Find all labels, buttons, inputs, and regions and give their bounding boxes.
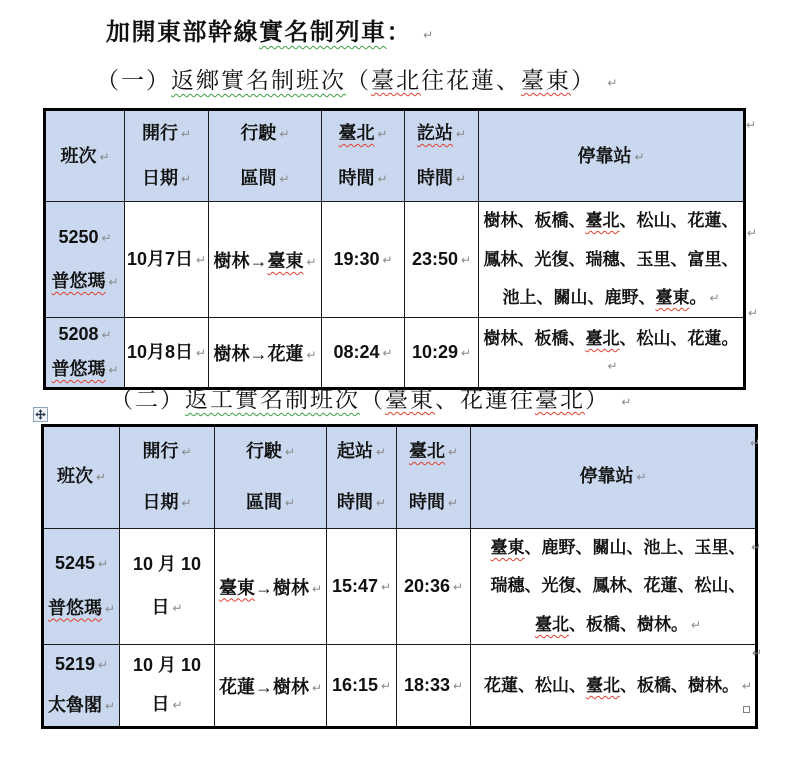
header-cell-stops — [471, 426, 757, 529]
stops-text: 臺東、鹿野、關山、池上、玉里、 — [490, 538, 746, 557]
date-text: 10 月 10 — [132, 654, 202, 675]
header-text: 臺北 ↵ — [397, 427, 470, 478]
end-of-row-mark — [747, 224, 757, 242]
table-row-train-5245 — [43, 529, 757, 645]
header-text: 區間 ↵ — [215, 478, 326, 529]
cell-departure-time — [322, 202, 405, 318]
train-type: 普悠瑪 ↵ — [44, 587, 119, 631]
header-cell-train-no — [45, 110, 125, 202]
cell-stops — [471, 645, 757, 728]
table-row-train-5250 — [45, 202, 745, 318]
header-text: 時間 ↵ — [405, 156, 478, 201]
header-text: 時間 ↵ — [397, 478, 470, 529]
table-move-handle-icon[interactable] — [33, 407, 48, 422]
title-text: 加開東部幹線 — [106, 19, 259, 46]
header-text: 班次 ↵ — [46, 134, 124, 179]
table-row-train-5208 — [45, 318, 745, 389]
section-2-heading — [110, 381, 631, 414]
cell-route — [215, 645, 327, 728]
cell-date — [120, 529, 215, 645]
header-text: 行駛 ↵ — [209, 111, 321, 156]
cell-arrival-time — [405, 318, 479, 389]
cell-departure-time — [327, 529, 397, 645]
stops-text: 樹林、板橋、臺北、松山、花蓮。 ↵ — [479, 325, 743, 380]
heading-text-red: 臺東 — [385, 386, 435, 412]
header-text: 時間 ↵ — [327, 478, 396, 529]
route-text: 樹林→花蓮 ↵ — [209, 340, 321, 366]
header-text: 開行 ↵ — [125, 111, 208, 156]
cell-route — [215, 529, 327, 645]
header-cell-taipei-time — [322, 110, 405, 202]
return-home-trains-table — [43, 108, 746, 390]
cell-departure-time — [322, 318, 405, 389]
heading-text-red: 臺東 — [521, 67, 571, 93]
cell-train-no — [45, 202, 125, 318]
heading-text-green: 返鄉實名制班次 — [171, 67, 346, 93]
header-cell-taipei-time — [397, 426, 471, 529]
time-text: 16:15 ↵ — [327, 675, 396, 696]
stops-text: 樹林、板橋、臺北、松山、花蓮、 — [483, 211, 739, 231]
end-of-row-mark — [752, 644, 762, 662]
date-text: 10月8日 ↵ — [125, 336, 208, 370]
cell-route — [209, 202, 322, 318]
table-resize-handle[interactable] — [743, 706, 750, 713]
table-row-train-5219 — [43, 645, 757, 728]
cell-route — [209, 318, 322, 389]
time-text: 23:50 ↵ — [405, 249, 478, 270]
train-number: 5250 ↵ — [46, 216, 124, 260]
header-cell-arrival-time — [405, 110, 479, 202]
header-text: 行駛 ↵ — [215, 427, 326, 478]
header-cell-date — [120, 426, 215, 529]
train-type: 普悠瑪 ↵ — [46, 260, 124, 304]
cell-taipei-time — [397, 645, 471, 728]
cell-date — [125, 202, 209, 318]
cell-departure-time — [327, 645, 397, 728]
date-text: 10月7日 ↵ — [125, 238, 208, 282]
table-header-row — [43, 426, 757, 529]
time-text: 18:33 ↵ — [397, 675, 470, 696]
time-text: 19:30 ↵ — [322, 249, 404, 270]
header-text: 停靠站 ↵ — [471, 452, 755, 503]
time-text: 20:36 ↵ — [397, 576, 470, 597]
cell-train-no — [43, 529, 120, 645]
cell-stops — [471, 529, 757, 645]
train-number: 5245 ↵ — [44, 542, 119, 586]
stops-text: 池上、關山、鹿野、臺東。 ↵ — [479, 279, 743, 317]
header-text: 訖站 ↵ — [405, 111, 478, 156]
cell-stops — [479, 318, 745, 389]
stops-text: 臺北、板橋、樹林。 ↵ — [481, 606, 755, 644]
header-text: 區間 ↵ — [209, 156, 321, 201]
cell-train-no — [43, 645, 120, 728]
section-1-heading — [96, 62, 617, 95]
train-type: 普悠瑪 ↵ — [46, 353, 124, 387]
heading-text: ） — [571, 67, 596, 93]
header-cell-train-no — [43, 426, 120, 529]
time-text: 15:47 ↵ — [327, 576, 396, 597]
header-text: 班次 ↵ — [44, 452, 119, 503]
time-text: 10:29 ↵ — [405, 342, 478, 363]
route-text: 臺東→樹林 ↵ — [215, 574, 326, 600]
header-text: 時間 ↵ — [322, 156, 404, 201]
date-text: 日 ↵ — [120, 685, 214, 726]
heading-text: （ — [360, 386, 385, 412]
stops-text: 瑞穗、光復、鳳林、花蓮、松山、 — [490, 576, 746, 596]
title-colon: ： — [386, 19, 412, 46]
heading-text-green: 返工實名制班次 — [185, 386, 360, 412]
cell-date — [120, 645, 215, 728]
heading-text: （二） — [110, 386, 185, 412]
end-of-row-mark — [751, 538, 761, 556]
time-text: 08:24 ↵ — [322, 342, 404, 363]
heading-text-red: 臺北 — [535, 386, 585, 412]
header-text: 日期 ↵ — [125, 156, 208, 201]
header-cell-stops — [479, 110, 745, 202]
date-text: 10 月 10 — [132, 553, 202, 574]
cell-arrival-time — [405, 202, 479, 318]
heading-text: （ — [346, 67, 371, 93]
train-type: 太魯閣 ↵ — [44, 686, 119, 727]
header-text: 臺北 ↵ — [322, 111, 404, 156]
return-work-trains-table — [41, 424, 758, 729]
end-of-row-mark — [746, 116, 756, 134]
header-cell-origin-time — [327, 426, 397, 529]
heading-text: ） — [585, 386, 610, 412]
end-of-row-mark — [748, 304, 758, 322]
header-cell-route — [209, 110, 322, 202]
train-number: 5219 ↵ — [44, 645, 119, 686]
header-cell-date — [125, 110, 209, 202]
route-text: 花蓮→樹林 ↵ — [215, 673, 326, 699]
stops-text: 花蓮、松山、臺北、板橋、樹林。 ↵ — [481, 672, 755, 700]
table-header-row — [45, 110, 745, 202]
heading-text-red: 臺北 — [371, 67, 421, 93]
header-text: 日期 ↵ — [120, 478, 214, 529]
heading-text: （一） — [96, 67, 171, 93]
title-text-spellchecked: 實名制列車 — [259, 19, 387, 46]
cell-train-no — [45, 318, 125, 389]
cell-date — [125, 318, 209, 389]
heading-text: 往花蓮、 — [421, 67, 521, 93]
header-text: 開行 ↵ — [120, 427, 214, 478]
train-number: 5208 ↵ — [46, 318, 124, 352]
header-text: 起站 ↵ — [327, 427, 396, 478]
heading-text: 、花蓮往 — [435, 386, 535, 412]
date-text: 日 ↵ — [120, 586, 214, 630]
route-text: 樹林→臺東 ↵ — [209, 247, 321, 273]
end-of-row-mark — [750, 434, 760, 452]
stops-text: 鳳林、光復、瑞穗、玉里、富里、 — [483, 249, 739, 269]
header-cell-route — [215, 426, 327, 529]
cell-stops — [479, 202, 745, 318]
header-text: 停靠站 ↵ — [479, 134, 743, 179]
cell-taipei-time — [397, 529, 471, 645]
document-title — [106, 12, 433, 47]
